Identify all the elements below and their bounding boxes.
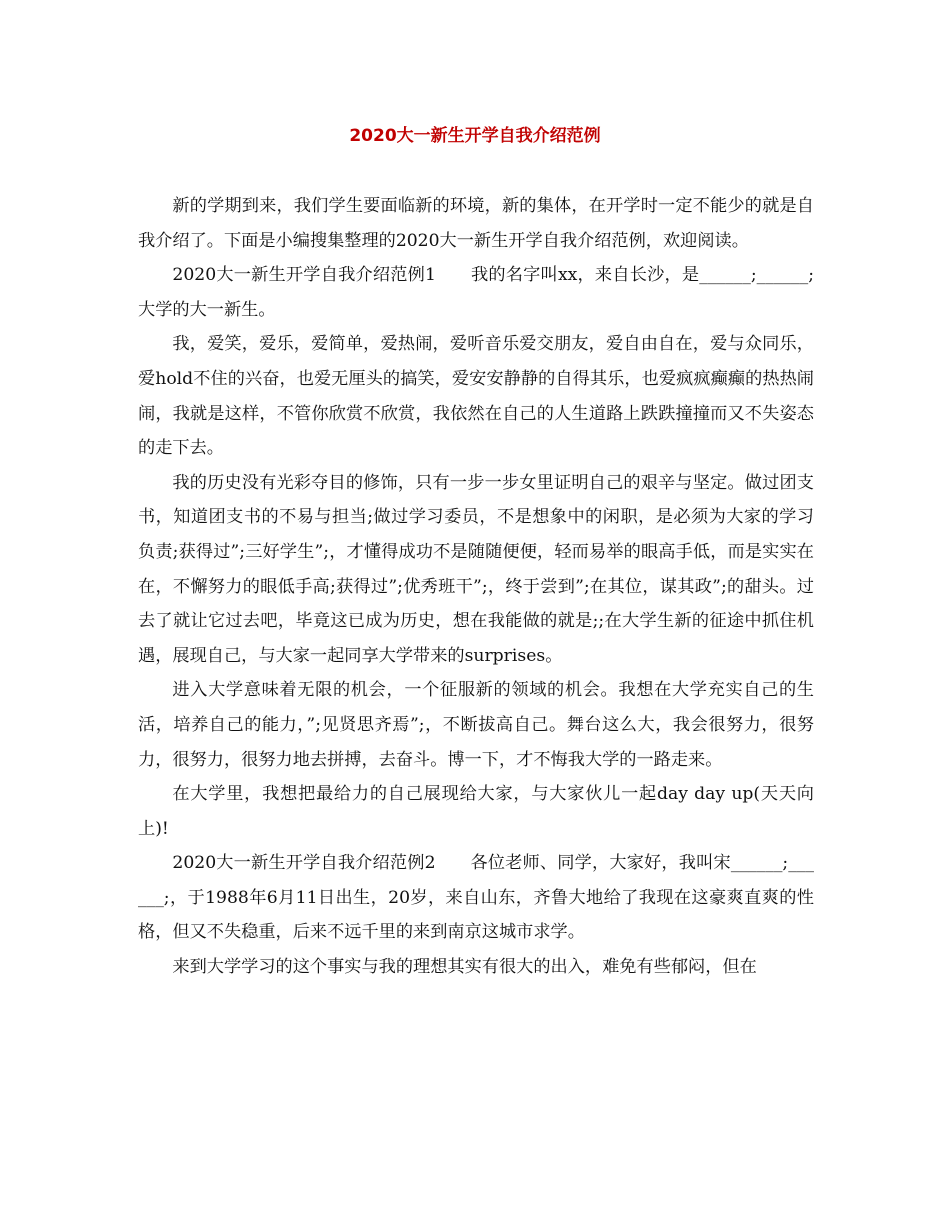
paragraph-intro: 新的学期到来，我们学生要面临新的环境，新的集体，在开学时一定不能少的就是自我介绍了。下面是小编搜集整理的2020大一新生开学自我介绍范例，欢迎阅读。 xyxy=(138,196,814,251)
document-body xyxy=(138,189,814,985)
document-title: 2020大一新生开学自我介绍范例 xyxy=(349,126,601,146)
paragraph-example-1-heading: 2020大一新生开学自我介绍范例1 我的名字叫xx，来自长沙，是______;______;大学的大一新生。 xyxy=(138,265,814,320)
paragraph-day-day-up: 在大学里，我想把最给力的自己展现给大家，与大家伙儿一起day day up(天天向上)! xyxy=(138,784,814,839)
paragraph-personality: 我，爱笑，爱乐，爱简单，爱热闹，爱听音乐爱交朋友，爱自由自在，爱与众同乐，爱hold不住的兴奋，也爱无厘头的搞笑，爱安安静静的自得其乐，也爱疯疯癫癫的热热闹闹，我就是这样，不管你欣赏不欣赏，我依然在自己的人生道路上跌跌撞撞而又不失姿态的走下去。 xyxy=(138,334,814,459)
paragraph-history: 我的历史没有光彩夺目的修饰，只有一步一步女里证明自己的艰辛与坚定。做过团支书，知道团支书的不易与担当;做过学习委员，不是想象中的闲职，是必须为大家的学习负责;获得过”;三好学生”;，才懂得成功不是随随便便，轻而易举的眼高手低，而是实实在在，不懈努力的眼低手高;获得过”;优秀班干”;，终于尝到”;在其位，谋其政”;的甜头。过去了就让它过去吧，毕竟这已成为历史，想在我能做的就是;;在大学生新的征途中抓住机遇，展现自己，与大家一起同享大学带来的surprises。 xyxy=(138,472,814,666)
paragraph-university-arrival: 来到大学学习的这个事实与我的理想其实有很大的出入，难免有些郁闷，但在 xyxy=(172,957,757,978)
paragraph-example-2-heading: 2020大一新生开学自我介绍范例2 各位老师、同学，大家好，我叫宋______;______;，于1988年6月11日出生，20岁，来自山东，齐鲁大地给了我现在这豪爽直爽的性格，但又不失稳重，后来不远千里的来到南京这城市求学。 xyxy=(138,853,814,943)
paragraph-opportunity: 进入大学意味着无限的机会，一个征服新的领域的机会。我想在大学充实自己的生活，培养自己的能力，”;见贤思齐焉”;，不断拔高自己。舞台这么大，我会很努力，很努力，很努力，很努力地去拼搏，去奋斗。博一下，才不悔我大学的一路走来。 xyxy=(138,680,814,770)
